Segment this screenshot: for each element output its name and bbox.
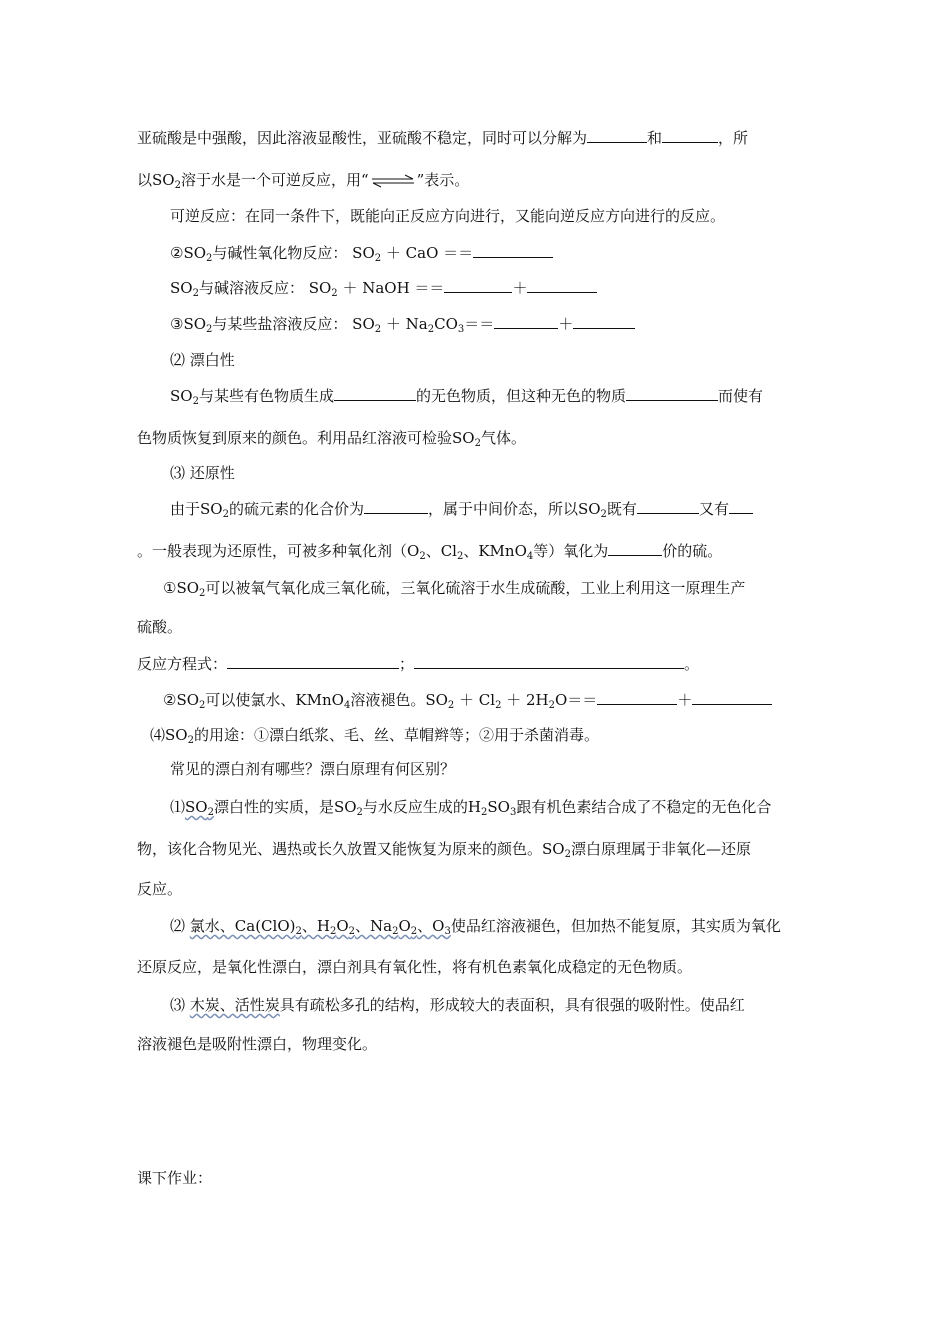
text-line-22: ⑵ 氯水、$Ca(ClO)_2$、$H_2O_2$、$Na_2O_2$、$O_3$使品红溶液褪色，但加热不能复原，其实质为氧化 [170, 917, 781, 937]
text-line-9: 色物质恢复到原来的颜色。利用品红溶液可检验$SO_2$气体。 [137, 429, 526, 449]
answer-blank[interactable] [626, 386, 718, 401]
answer-blank[interactable] [573, 314, 635, 329]
reversible-arrow-icon [369, 174, 417, 188]
text-line-21: 反应。 [137, 880, 183, 898]
answer-blank[interactable] [637, 499, 699, 514]
text-line-5: $SO_2$与碱溶液反应： $SO_2$ ＋ NaOH ＝＝ ＋ [170, 278, 597, 298]
text-line-15: 反应方程式： ； 。 [137, 655, 700, 673]
answer-blank[interactable] [473, 243, 553, 258]
answer-blank[interactable] [227, 654, 399, 669]
text-line-6: $③SO_2$与某些盐溶液反应： $SO_2 + Na_2CO_3==$ ＋ [170, 314, 635, 334]
text-line-8: $SO_2$与某些有色物质生成 的无色物质，但这种无色的物质 而使有 [170, 387, 763, 407]
answer-blank[interactable] [729, 499, 753, 514]
text-line-13: $①SO_2$可以被氧气氧化成三氧化硫，三氧化硫溶于水生成硫酸，工业上利用这一原理生产 [163, 579, 746, 599]
answer-blank[interactable] [597, 690, 677, 705]
text-line-11: 由于$SO_2$的硫元素的化合价为 ，属于中间价态，所以$SO_2$既有 又有 [170, 499, 753, 519]
answer-blank[interactable] [527, 278, 597, 293]
text-line-3: 可逆反应：在同一条件下，既能向正反应方向进行，又能向逆反应方向进行的反应。 [170, 207, 726, 225]
text-line-23: 还原反应，是氧化性漂白，漂白剂具有氧化性，将有机色素氧化成稳定的无色物质。 [137, 958, 693, 976]
section-heading-reducing: ⑶ 还原性 [170, 464, 235, 482]
text-line-4: $②SO_2$与碱性氧化物反应： $SO_2$ ＋ CaO ＝＝ [170, 243, 553, 263]
text-line-16: $②SO_2$可以使氯水、KMnO$_4$溶液褪色。$SO_2 + Cl_2 + 2H_2O==$ ＋ [163, 690, 772, 710]
section-heading-bleaching: ⑵ 漂白性 [170, 351, 235, 369]
text-line-19: $⑴SO_2$漂白性的实质，是$SO_2$与水反应生成的$H_2SO_3$跟有机色素结合成了不稳定的无色化合 [170, 798, 772, 818]
answer-blank[interactable] [334, 386, 416, 401]
text-line-1: 亚硫酸是中强酸，因此溶液显酸性，亚硫酸不稳定，同时可以分解为 和 ，所 [137, 129, 749, 147]
homework-heading: 课下作业： [137, 1169, 213, 1187]
text-line-14: 硫酸。 [137, 618, 183, 636]
answer-blank[interactable] [364, 499, 428, 514]
text-line-17: $⑷SO_2$的用途：①漂白纸浆、毛、丝、草帽辫等；②用于杀菌消毒。 [150, 726, 599, 746]
answer-blank[interactable] [608, 541, 662, 556]
answer-blank[interactable] [692, 690, 772, 705]
text-line-25: 溶液褪色是吸附性漂白，物理变化。 [137, 1035, 378, 1053]
answer-blank[interactable] [587, 128, 647, 143]
text-line-2: 以$SO_2$溶于水是一个可逆反应，用“ ”表示。 [137, 171, 470, 191]
text-line-24: ⑶ 木炭、活性炭具有疏松多孔的结构，形成较大的表面积，具有很强的吸附性。使品红 [170, 996, 745, 1014]
text-line-20: 物，该化合物见光、遇热或长久放置又能恢复为原来的颜色。$SO_2$漂白原理属于非氧化—还原 [137, 840, 751, 860]
answer-blank[interactable] [444, 278, 512, 293]
answer-blank[interactable] [662, 128, 718, 143]
question-heading: 常见的漂白剂有哪些？漂白原理有何区别？ [170, 760, 456, 778]
answer-blank[interactable] [414, 654, 684, 669]
text-line-12: 。一般表现为还原性，可被多种氧化剂（$O_2$、$Cl_2$、KMnO$_4$等）氧化为 价的硫。 [137, 542, 723, 562]
answer-blank[interactable] [494, 314, 558, 329]
